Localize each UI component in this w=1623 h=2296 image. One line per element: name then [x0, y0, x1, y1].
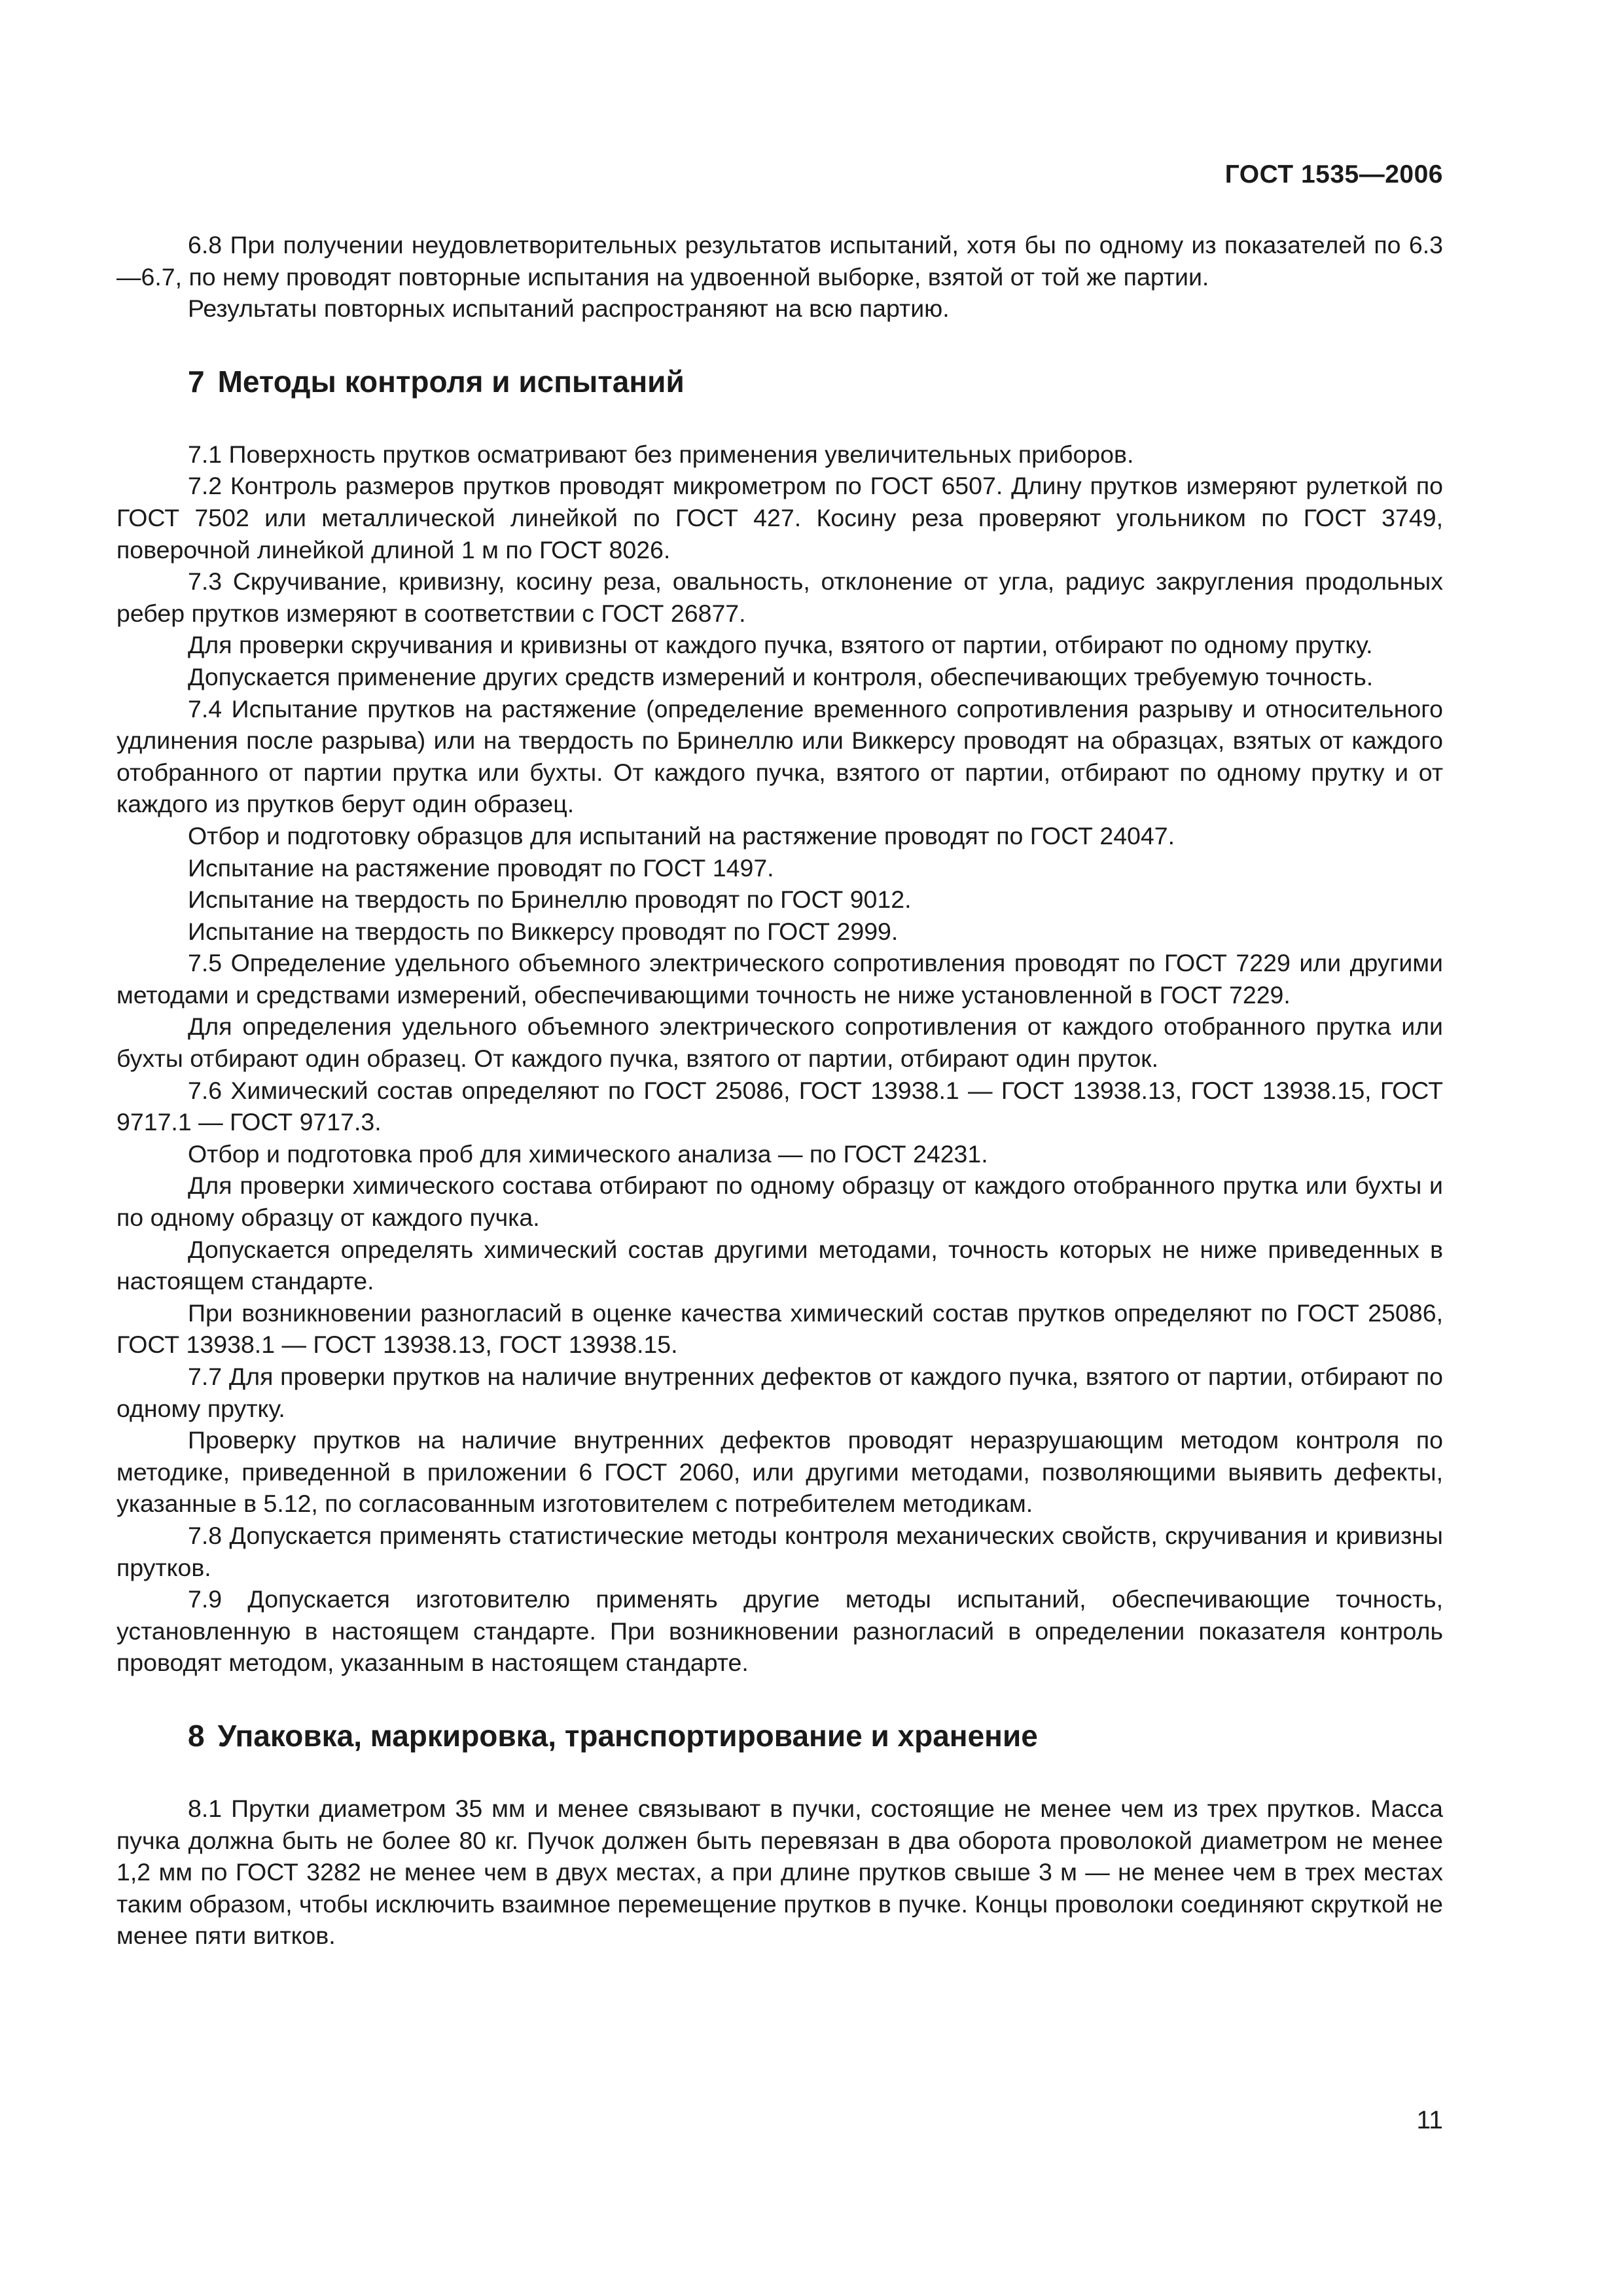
paragraph: Для проверки скручивания и кривизны от каждого пучка, взятого от партии, отбирают по одному прутку.	[188, 631, 1373, 659]
paragraph: 7.4 Испытание прутков на растяжение (определение временного сопротивления разрыву и относительного удлинения после разрыва) или на твердость по Бринеллю или Виккерсу проводят на образцах, взятых от каждого отобранного от партии прутка или бухты. От каждого пучка, взятого от партии, отбирают по одному прутку и от каждого из прутков берут один образец.	[116, 694, 1443, 818]
section-title: Упаковка, маркировка, транспортирование и хранение	[217, 1718, 1038, 1753]
section-number: 7	[188, 364, 205, 399]
paragraph: 7.2 Контроль размеров прутков проводят микрометром по ГОСТ 6507. Длину прутков измеряют рулеткой по ГОСТ 7502 или металлической линейкой по ГОСТ 427. Косину реза проверяют угольником по ГОСТ 3749, поверочной линейкой длиной 1 м по ГОСТ 8026.	[116, 472, 1443, 564]
section-heading	[116, 1717, 1443, 1755]
paragraph: Испытание на твердость по Виккерсу проводят по ГОСТ 2999.	[188, 917, 899, 945]
document-body	[116, 229, 1443, 1952]
paragraph: Испытание на твердость по Бринеллю проводят по ГОСТ 9012.	[188, 886, 912, 914]
paragraph: 7.7 Для проверки прутков на наличие внутренних дефектов от каждого пучка, взятого от партии, отбирают по одному прутку.	[116, 1363, 1443, 1422]
paragraph: 7.1 Поверхность прутков осматривают без применения увеличительных приборов.	[188, 440, 1134, 468]
paragraph: 7.9 Допускается изготовителю применять другие методы испытаний, обеспечивающие точность, установленную в настоящем стандарте. При возникновении разногласий в определении показателя контроль проводят методом, указанным в настоящем стандарте.	[116, 1585, 1443, 1677]
paragraph: 8.1 Прутки диаметром 35 мм и менее связывают в пучки, состоящие не менее чем из трех прутков. Масса пучка должна быть не более 80 кг. Пучок должен быть перевязан в два оборота проволокой диаметром не менее 1,2 мм по ГОСТ 3282 не менее чем в двух местах, а при длине прутков свыше 3 м — не менее чем в трех местах таким образом, чтобы исключить взаимное перемещение прутков в пучке. Концы проволоки соединяют скруткой не менее пяти витков.	[116, 1794, 1444, 1950]
paragraph: Испытание на растяжение проводят по ГОСТ 1497.	[188, 853, 774, 882]
paragraph: 7.3 Скручивание, кривизну, косину реза, овальность, отклонение от угла, радиус закругления продольных ребер прутков измеряют в соответствии с ГОСТ 26877.	[116, 567, 1443, 627]
paragraph: Допускается определять химический состав другими методами, точность которых не ниже приведенных в настоящем стандарте.	[116, 1235, 1443, 1295]
document-header: ГОСТ 1535—2006	[1224, 160, 1443, 188]
paragraph: Отбор и подготовка проб для химического анализа — по ГОСТ 24231.	[188, 1139, 988, 1168]
paragraph: Проверку прутков на наличие внутренних дефектов проводят неразрушающим методом контроля по методике, приведенной в приложении 6 ГОСТ 2060, или другими методами, позволяющими выявить дефекты, указанные в 5.12, по согласованным изготовителем с потребителем методикам.	[116, 1426, 1443, 1518]
section-title: Методы контроля и испытаний	[217, 364, 685, 399]
section-heading	[116, 363, 1443, 401]
paragraph: 7.6 Химический состав определяют по ГОСТ 25086, ГОСТ 13938.1 — ГОСТ 13938.13, ГОСТ 13938.15, ГОСТ 9717.1 — ГОСТ 9717.3.	[116, 1076, 1443, 1136]
paragraph: Результаты повторных испытаний распространяют на всю партию.	[188, 295, 950, 323]
paragraph: 6.8 При получении неудовлетворительных результатов испытаний, хотя бы по одному из показателей по 6.3—6.7, по нему проводят повторные испытания на удвоенной выборке, взятой от той же партии.	[116, 231, 1443, 291]
paragraph: 7.8 Допускается применять статистические методы контроля механических свойств, скручивания и кривизны прутков.	[116, 1521, 1443, 1581]
paragraph: Отбор и подготовку образцов для испытаний на растяжение проводят по ГОСТ 24047.	[188, 821, 1175, 850]
paragraph: Допускается применение других средств измерений и контроля, обеспечивающих требуемую точность.	[188, 662, 1374, 691]
page-number: 11	[1416, 2106, 1443, 2134]
paragraph: 7.5 Определение удельного объемного электрического сопротивления проводят по ГОСТ 7229 или другими методами и средствами измерений, обеспечивающими точность не ниже установленной в ГОСТ 7229.	[116, 949, 1443, 1009]
paragraph: Для проверки химического состава отбирают по одному образцу от каждого отобранного прутка или бухты и по одному образцу от каждого пучка.	[116, 1172, 1443, 1232]
section-number: 8	[188, 1718, 205, 1753]
paragraph: При возникновении разногласий в оценке качества химический состав прутков определяют по ГОСТ 25086, ГОСТ 13938.1 — ГОСТ 13938.13, ГОСТ 13938.15.	[116, 1299, 1443, 1359]
paragraph: Для определения удельного объемного электрического сопротивления от каждого отобранного прутка или бухты отбирают один образец. От каждого пучка, взятого от партии, отбирают один пруток.	[116, 1013, 1443, 1073]
